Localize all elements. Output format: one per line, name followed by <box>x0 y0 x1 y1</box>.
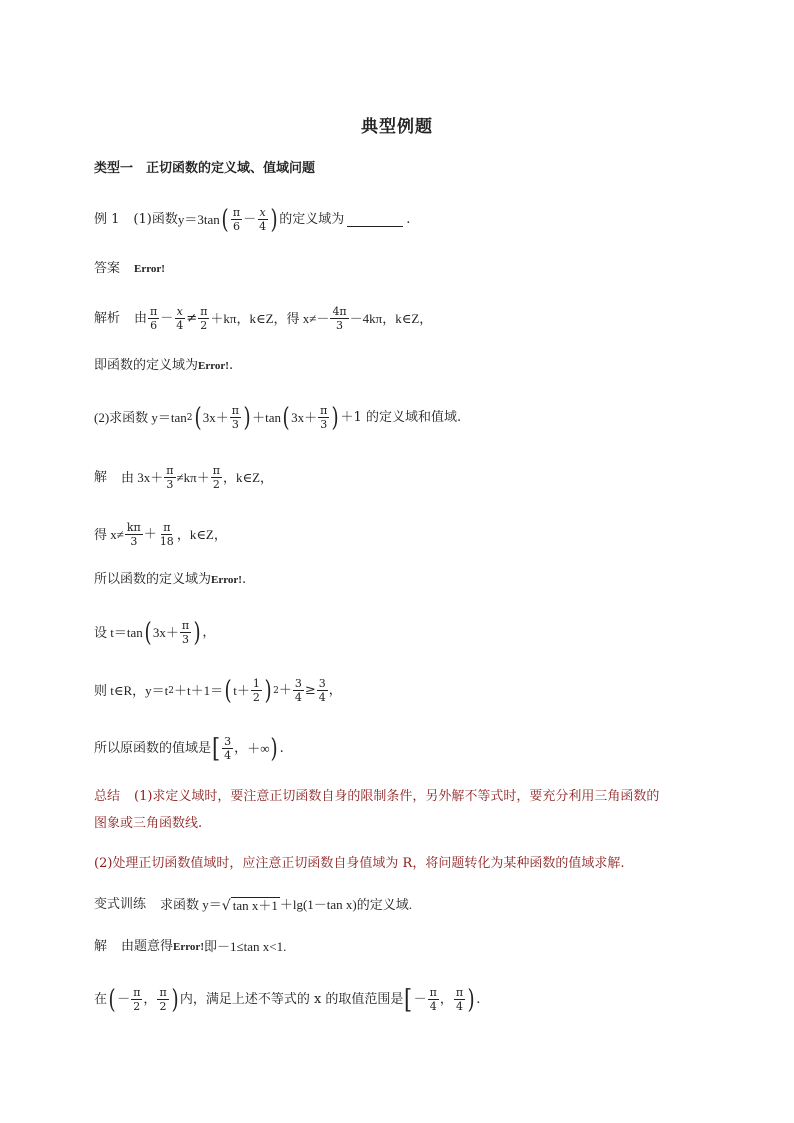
fraction: $\frac{\pi}{2}$ <box>212 464 220 491</box>
fraction: $\frac{\pi}{6}$ <box>232 206 241 233</box>
fraction: $\frac{1}{2}$ <box>252 677 260 704</box>
fraction: $\frac{4\pi}{3}$ <box>332 305 347 332</box>
domain-statement: 即函数的定义域为 Error! . <box>94 358 234 373</box>
fraction: $\frac{x}{4}$ <box>259 206 267 233</box>
solution-line-2: 得 x≠ $\frac{k\pi}{3}$ ＋ $\frac{\pi}{18}$ ，k∈Z， <box>94 521 227 548</box>
analysis-line: 解析 由 $\frac{\pi}{6}$ － $\frac{x}{4}$ ≠ $\frac{\pi}{2}$ ＋kπ，k∈Z，得 x≠－ $\frac{4\pi}{3}$ －4kπ，k∈Z， <box>94 305 433 332</box>
square-root: √ tan x＋1 <box>221 897 278 914</box>
page-title: 典型例题 <box>361 117 433 137</box>
fraction: $\frac{\pi}{3}$ <box>166 464 174 491</box>
fraction: $\frac{\pi}{2}$ <box>133 986 141 1013</box>
fraction: $\frac{\pi}{2}$ <box>200 305 208 332</box>
answer-line: 答案 Error! <box>94 261 165 276</box>
answer-blank <box>347 212 403 227</box>
fraction: $\frac{3}{4}$ <box>294 677 302 704</box>
fraction: $\frac{\pi}{4}$ <box>429 986 437 1013</box>
fraction: $\frac{k\pi}{3}$ <box>126 521 141 548</box>
fraction: $\frac{\pi}{4}$ <box>455 986 464 1013</box>
fraction: $\frac{\pi}{6}$ <box>150 305 158 332</box>
summary-line-3: (2)处理正切函数值域时，应注意正切函数自身值域为 R，将问题转化为某种函数的值域求解. <box>94 856 625 871</box>
example-1-part-2: (2)求函数 y＝tan 2 ( 3x＋ $\frac{\pi}{3}$ ) ＋tan ( 3x＋ $\frac{\pi}{3}$ ) ＋1 的定义域和值域. <box>94 402 462 433</box>
substitution-line: 设 t＝tan ( 3x＋ $\frac{\pi}{3}$ ) ， <box>94 617 216 648</box>
range-statement: 所以原函数的值域是 [ $\frac{3}{4}$ ， ＋∞ ) . <box>94 733 284 764</box>
variant-exercise: 变式训练 求函数 y＝ √ tan x＋1 ＋lg(1－tan x)的定义域. <box>94 897 412 914</box>
summary-line-1: 总结 (1)求定义域时，要注意正切函数自身的限制条件，另外解不等式时，要充分利用三角函数的 <box>94 789 660 804</box>
fraction: $\frac{\pi}{3}$ <box>181 619 190 646</box>
solution-line-1: 解 由 3x＋ $\frac{\pi}{3}$ ≠kπ＋ $\frac{\pi}{2}$ ，k∈Z， <box>94 464 274 491</box>
section-heading: 类型一 正切函数的定义域、值域问题 <box>94 161 316 176</box>
domain-statement-2: 所以函数的定义域为 Error! . <box>94 572 247 587</box>
fraction: $\frac{\pi}{3}$ <box>231 404 239 431</box>
fraction: $\frac{x}{4}$ <box>176 305 184 332</box>
example-1-question: 例 1 (1)函数 y＝3tan ( $\frac{\pi}{6}$ － $\frac{x}{4}$ ) 的定义域为 . <box>94 204 411 235</box>
fraction: $\frac{\pi}{2}$ <box>159 986 167 1013</box>
fraction: $\frac{3}{4}$ <box>224 735 232 762</box>
interval-statement: 在 ( － $\frac{\pi}{2}$ ， $\frac{\pi}{2}$ ) 内，满足上述不等式的 x 的取值范围是 [ － $\frac{\pi}{4}$ ， $\frac{\pi}{4}$ ) . <box>94 984 481 1015</box>
fraction: $\frac{\pi}{3}$ <box>320 404 328 431</box>
fraction: $\frac{\pi}{18}$ <box>159 521 174 548</box>
variant-solution: 解 由题意得 Error! 即－1≤tan x<1. <box>94 939 287 954</box>
fraction: $\frac{3}{4}$ <box>318 677 326 704</box>
quadratic-line: 则 t∈R，y＝t 2 ＋t＋1＝ ( t＋ $\frac{1}{2}$ ) 2 ＋ $\frac{3}{4}$ ≥ $\frac{3}{4}$ ， <box>94 675 342 706</box>
summary-line-2: 图象或三角函数线. <box>94 816 203 831</box>
